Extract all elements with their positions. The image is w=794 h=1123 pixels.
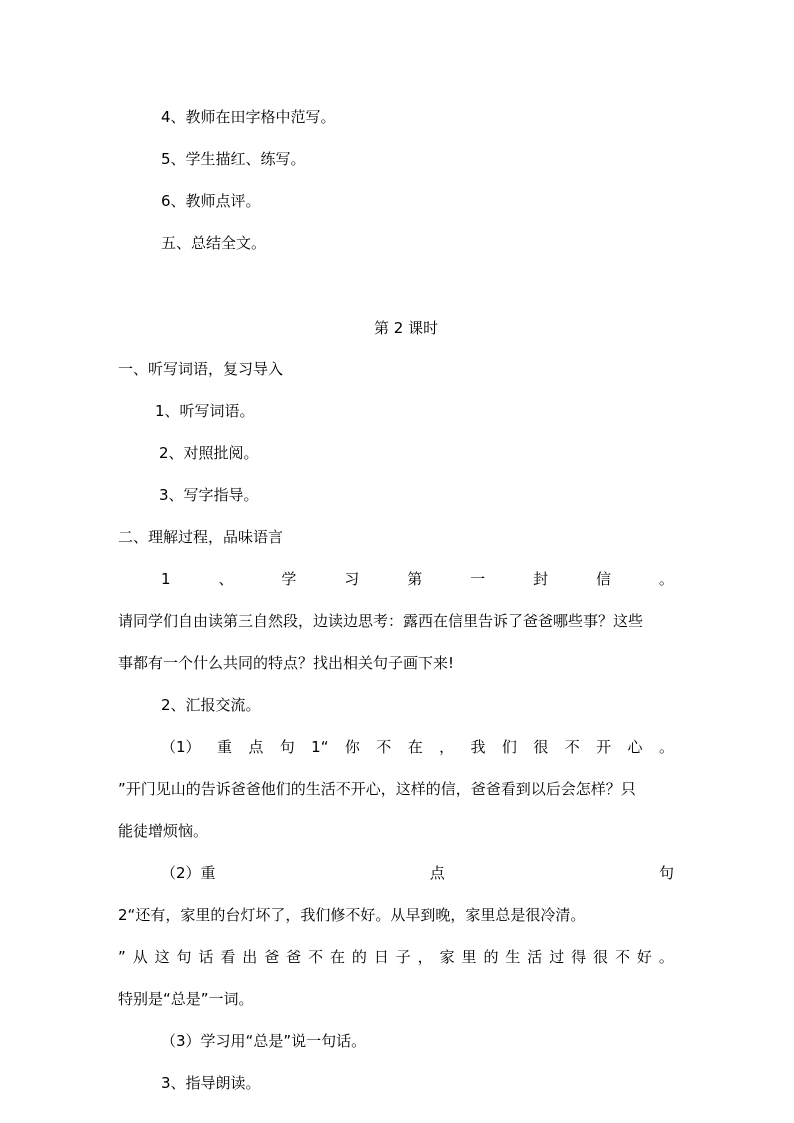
line-segment: 、 bbox=[218, 570, 234, 588]
line-segment: 。 bbox=[658, 738, 674, 756]
line-segment: 家 bbox=[439, 948, 455, 966]
line-segment: 不 bbox=[614, 948, 630, 966]
line-segment: 第 bbox=[407, 570, 423, 588]
reading-guidance: 3、指导朗读。 bbox=[161, 1074, 261, 1092]
line-segment: 很 bbox=[533, 738, 549, 756]
dictation-step-2: 2、对照批阅。 bbox=[159, 444, 259, 462]
line-segment: 一 bbox=[470, 570, 486, 588]
line-segment: 不 bbox=[376, 738, 392, 756]
key-sentence-2-comment bbox=[118, 947, 674, 967]
report-step-heading: 2、汇报交流。 bbox=[161, 696, 261, 714]
line-segment: 话 bbox=[198, 948, 214, 966]
section-2-heading: 二、理解过程，品味语言 bbox=[118, 528, 284, 546]
line-segment: （1） bbox=[161, 738, 201, 756]
line-segment: 1 bbox=[161, 570, 171, 588]
section-1-heading: 一、听写词语，复习导入 bbox=[118, 360, 284, 378]
dictation-step-1: 1、听写词语。 bbox=[155, 402, 255, 420]
key-sentence-2-heading bbox=[161, 863, 674, 883]
line-segment: 的 bbox=[483, 948, 499, 966]
line-segment: ” bbox=[118, 948, 126, 966]
dictation-step-3: 3、写字指导。 bbox=[159, 486, 259, 504]
line-segment: 不 bbox=[308, 948, 324, 966]
line-segment: 过 bbox=[549, 948, 565, 966]
key-sentence-1-line bbox=[161, 737, 674, 757]
instruction-line-1: 请同学们自由读第三自然段，边读边思考：露西在信里告诉了爸爸哪些事？这些 bbox=[118, 612, 644, 630]
key-sentence-1-comment-end: 能徒增烦恼。 bbox=[118, 822, 209, 840]
line-segment: 点 bbox=[248, 738, 264, 756]
section-5-heading: 五、总结全文。 bbox=[161, 234, 267, 252]
line-segment: 活 bbox=[527, 948, 543, 966]
line-segment: 学 bbox=[281, 570, 297, 588]
line-segment: 1“ bbox=[311, 738, 329, 756]
line-segment: 们 bbox=[501, 738, 517, 756]
line-segment: 点 bbox=[429, 864, 445, 882]
line-segment: 。 bbox=[658, 948, 674, 966]
key-sentence-2-quote: 2“还有，家里的台灯坏了，我们修不好。从早到晚，家里总是很冷清。 bbox=[118, 906, 586, 924]
line-segment: 习 bbox=[344, 570, 360, 588]
line-segment: 的 bbox=[351, 948, 367, 966]
line-segment: 里 bbox=[461, 948, 477, 966]
line-segment: 你 bbox=[344, 738, 360, 756]
line-segment: 封 bbox=[533, 570, 549, 588]
line-segment: ， bbox=[439, 738, 455, 756]
step-6-text: 6、教师点评。 bbox=[161, 192, 261, 210]
line-segment: 我 bbox=[470, 738, 486, 756]
line-segment: 不 bbox=[564, 738, 580, 756]
step-5-text: 5、学生描红、练写。 bbox=[161, 150, 306, 168]
line-segment: 日 bbox=[373, 948, 389, 966]
line-segment: 很 bbox=[593, 948, 609, 966]
learn-first-letter-line bbox=[161, 569, 674, 589]
line-segment: 爸 bbox=[286, 948, 302, 966]
line-segment: 句 bbox=[658, 864, 674, 882]
line-segment: 这 bbox=[154, 948, 170, 966]
line-segment: 信 bbox=[595, 570, 611, 588]
line-segment: 。 bbox=[658, 570, 674, 588]
line-segment: 出 bbox=[242, 948, 258, 966]
line-segment: 生 bbox=[505, 948, 521, 966]
key-sentence-1-comment: ”开门见山的告诉爸爸他们的生活不开心，这样的信，爸爸看到以后会怎样？只 bbox=[118, 780, 636, 798]
line-segment: 在 bbox=[329, 948, 345, 966]
line-segment: ， bbox=[417, 948, 433, 966]
line-segment: 爸 bbox=[264, 948, 280, 966]
line-segment: 心 bbox=[627, 738, 643, 756]
line-segment: 句 bbox=[176, 948, 192, 966]
line-segment: 好 bbox=[636, 948, 652, 966]
zongshi-note: 特别是“总是”一词。 bbox=[118, 990, 254, 1008]
line-segment: 看 bbox=[220, 948, 236, 966]
lesson-title: 第 2 课时 bbox=[374, 319, 439, 337]
zongshi-exercise: （3）学习用“总是”说一句话。 bbox=[161, 1032, 367, 1050]
line-segment: （2）重 bbox=[161, 864, 216, 882]
step-4-text: 4、教师在田字格中范写。 bbox=[161, 108, 336, 126]
line-segment: 重 bbox=[216, 738, 232, 756]
line-segment: 开 bbox=[596, 738, 612, 756]
line-segment: 从 bbox=[132, 948, 148, 966]
line-segment: 得 bbox=[571, 948, 587, 966]
line-segment: 句 bbox=[279, 738, 295, 756]
line-segment: 在 bbox=[407, 738, 423, 756]
line-segment: 子 bbox=[395, 948, 411, 966]
instruction-line-2: 事都有一个什么共同的特点？找出相关句子画下来! bbox=[118, 654, 455, 672]
